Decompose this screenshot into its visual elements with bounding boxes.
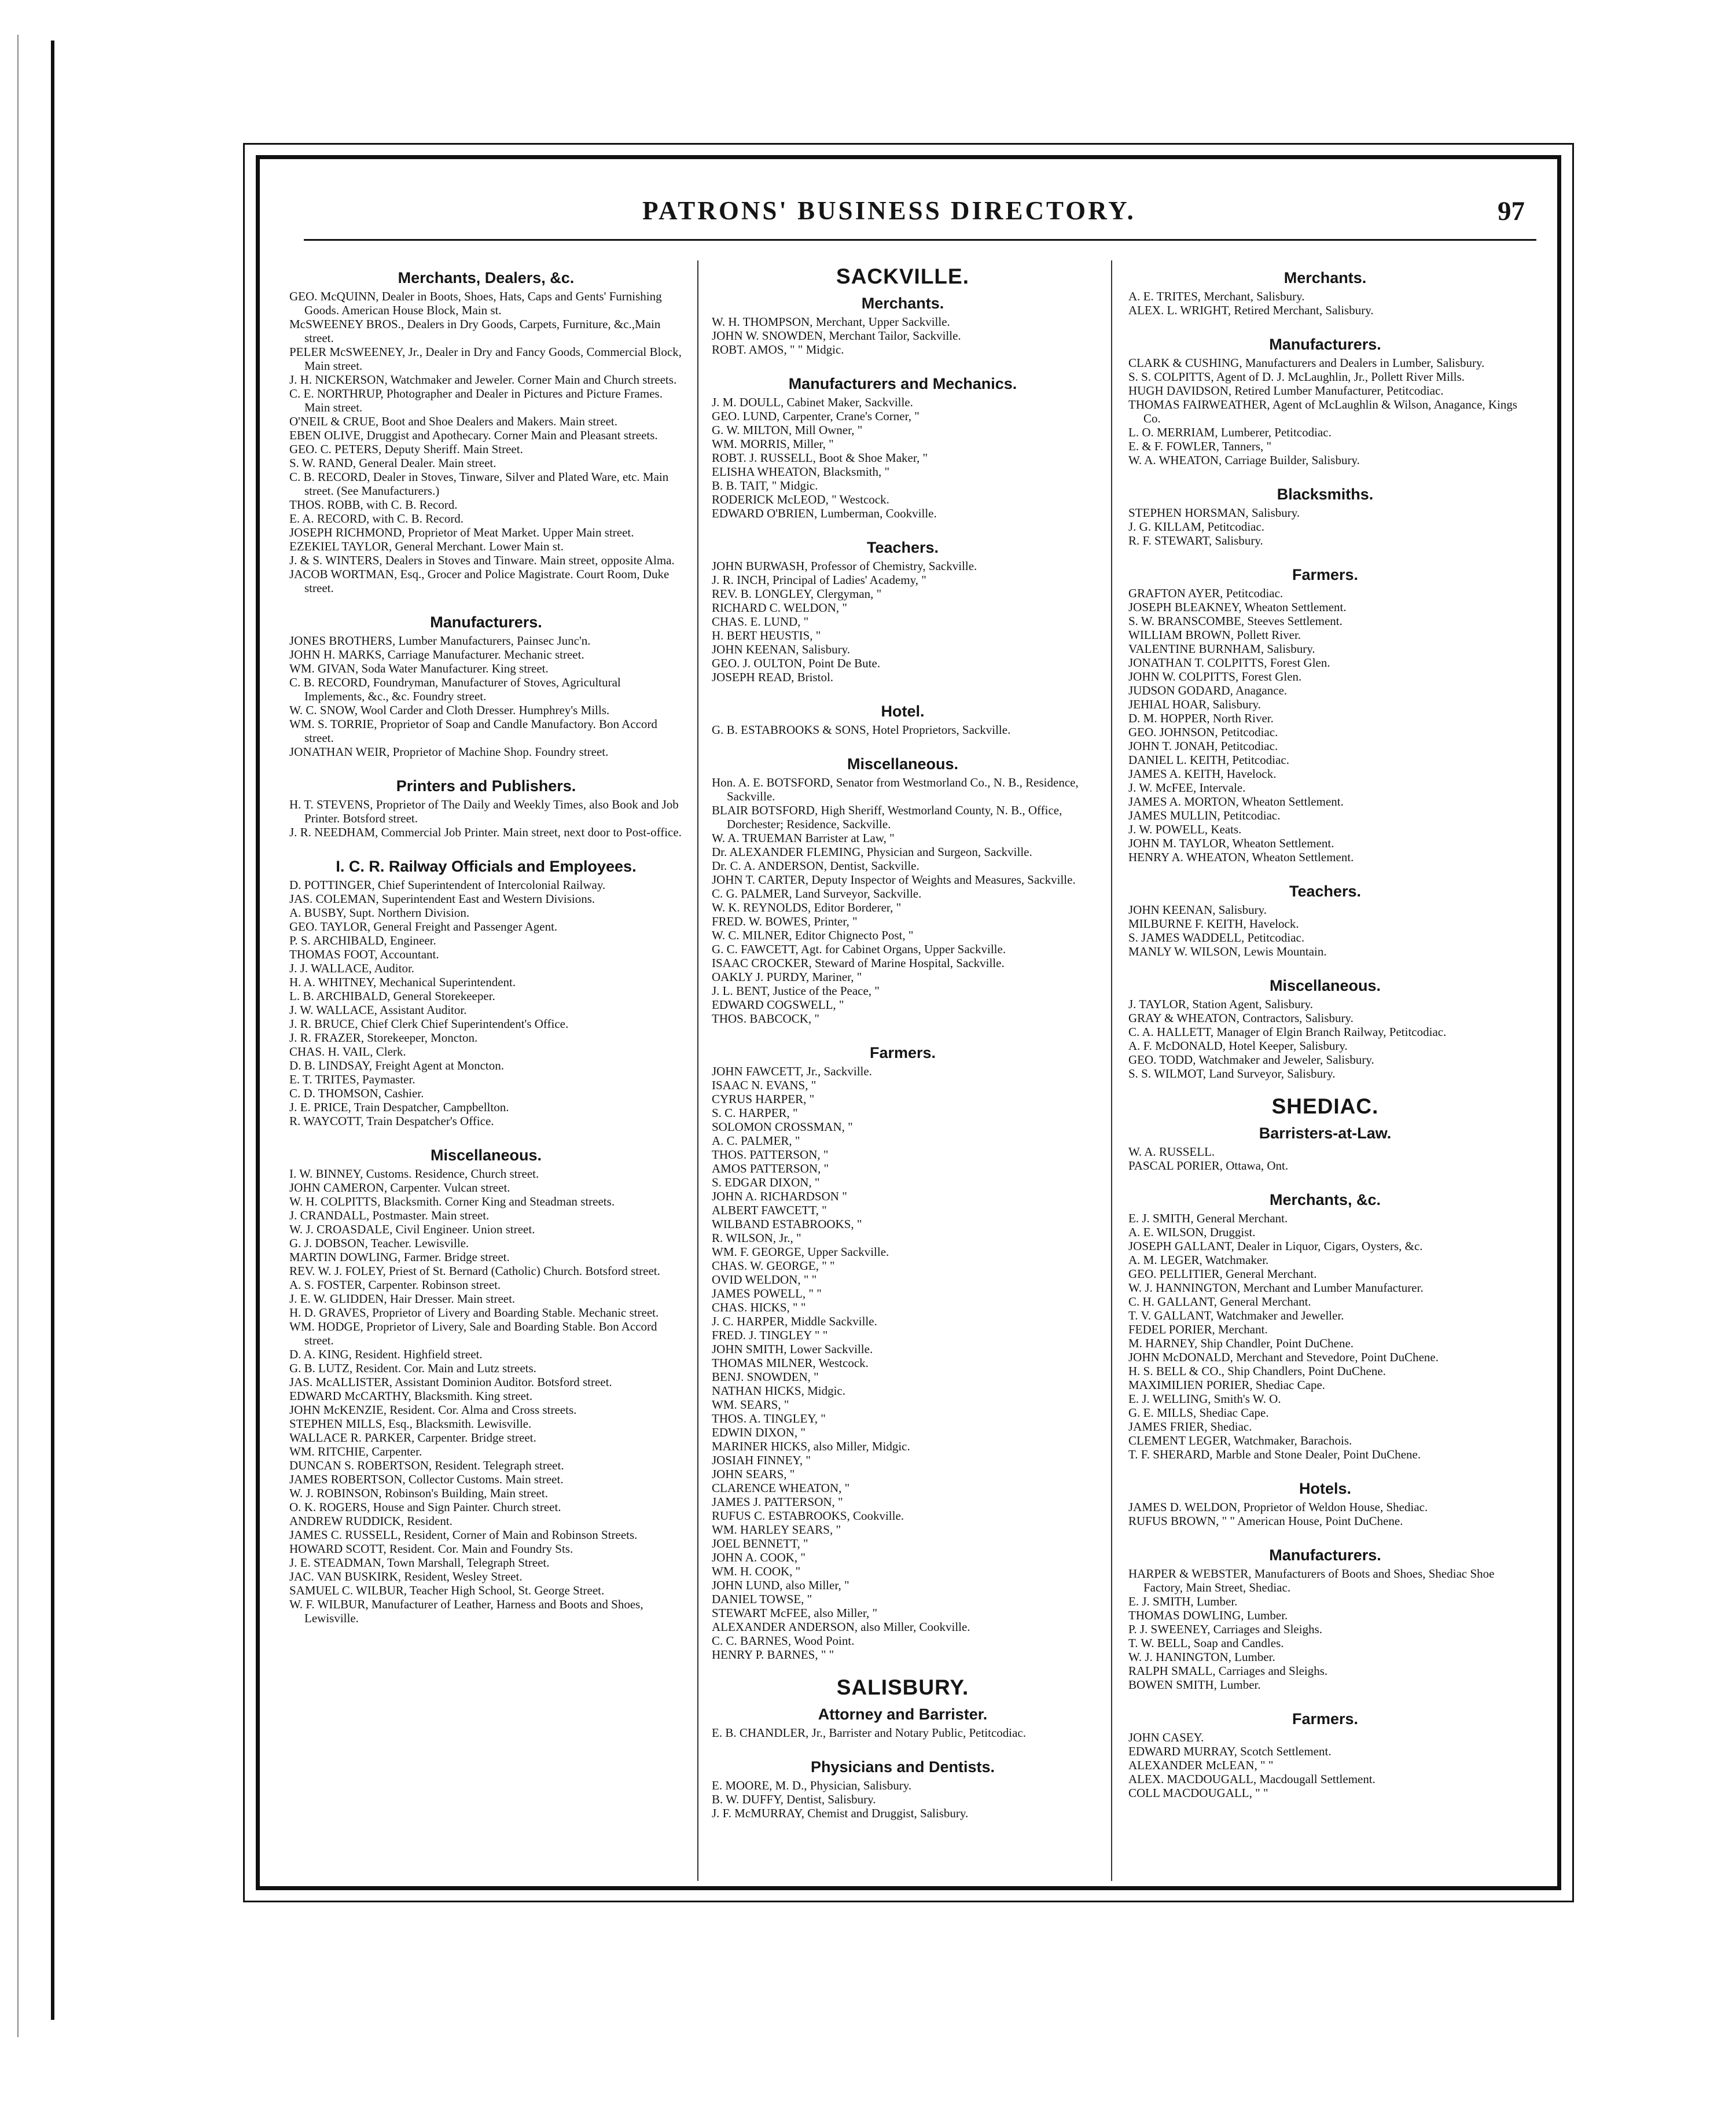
directory-entry: EZEKIEL TAYLOR, General Merchant. Lower Main st. xyxy=(289,539,564,553)
directory-entry: JOHN McKENZIE, Resident. Cor. Alma and Cross streets. xyxy=(289,1403,577,1417)
directory-entry: G. W. MILTON, Mill Owner, " xyxy=(712,423,863,437)
directory-entry: J. R. INCH, Principal of Ladies' Academy, " xyxy=(712,573,926,587)
directory-entry: HENRY P. BARNES, " " xyxy=(712,1648,834,1662)
directory-entry: J. W. McFEE, Intervale. xyxy=(1128,781,1246,795)
directory-entry: STEPHEN HORSMAN, Salisbury. xyxy=(1128,506,1300,520)
directory-entry: E. B. CHANDLER, Jr., Barrister and Notary Public, Petitcodiac. xyxy=(712,1726,1026,1740)
directory-entry: WM. RITCHIE, Carpenter. xyxy=(289,1445,422,1458)
directory-entry: GEO. J. OULTON, Point De Bute. xyxy=(712,656,881,670)
section-spacer xyxy=(712,357,1094,369)
directory-entry: O'NEIL & CRUE, Boot and Shoe Dealers and Makers. Main street. xyxy=(289,414,617,428)
directory-entry: W. F. WILBUR, Manufacturer of Leather, Harness and Boots and Shoes, Lewisville. xyxy=(289,1597,643,1625)
directory-entry: S. W. RAND, General Dealer. Main street. xyxy=(289,456,496,470)
section-heading: Merchants. xyxy=(861,295,944,312)
directory-entry: B. B. TAIT, " Midgic. xyxy=(712,479,818,493)
section-heading: Blacksmiths. xyxy=(1277,486,1374,503)
directory-entry: C. A. HALLETT, Manager of Elgin Branch Railway, Petitcodiac. xyxy=(1128,1025,1447,1039)
directory-entry: CHAS. HICKS, " " xyxy=(712,1300,806,1314)
directory-entry: DUNCAN S. ROBERTSON, Resident. Telegraph street. xyxy=(289,1458,564,1472)
directory-entry: E. A. RECORD, with C. B. Record. xyxy=(289,512,464,526)
directory-entry: GEO. JOHNSON, Petitcodiac. xyxy=(1128,725,1278,739)
directory-entry: J. E. W. GLIDDEN, Hair Dresser. Main street. xyxy=(289,1292,516,1306)
directory-entry: C. H. GALLANT, General Merchant. xyxy=(1128,1295,1311,1309)
directory-entry: JACOB WORTMAN, Esq., Grocer and Police Magistrate. Court Room, Duke street. xyxy=(289,567,670,595)
directory-entry: RUFUS C. ESTABROOKS, Cookville. xyxy=(712,1509,904,1523)
section-heading: Merchants, &c. xyxy=(1269,1191,1381,1208)
section-spacer xyxy=(1128,1081,1522,1093)
directory-entry: JAMES C. RUSSELL, Resident, Corner of Main and Robinson Streets. xyxy=(289,1528,638,1542)
directory-entry: CHAS. H. VAIL, Clerk. xyxy=(289,1045,406,1059)
directory-entry: J. F. McMURRAY, Chemist and Druggist, Salisbury. xyxy=(712,1806,969,1820)
section-spacer xyxy=(1128,1461,1522,1474)
directory-entry: WM. H. COOK, " xyxy=(712,1564,801,1578)
directory-entry: DANIEL L. KEITH, Petitcodiac. xyxy=(1128,753,1289,767)
section-heading: Miscellaneous. xyxy=(847,755,959,773)
directory-entry: J. R. FRAZER, Storekeeper, Moncton. xyxy=(289,1031,478,1045)
section-spacer xyxy=(712,1740,1094,1752)
directory-entry: ANDREW RUDDICK, Resident. xyxy=(289,1514,453,1528)
directory-entry: P. S. ARCHIBALD, Engineer. xyxy=(289,934,436,947)
directory-entry: J. E. STEADMAN, Town Marshall, Telegraph Street. xyxy=(289,1556,550,1570)
directory-entry: EDWARD COGSWELL, " xyxy=(712,998,844,1012)
directory-entry: EDWIN DIXON, " xyxy=(712,1425,806,1439)
directory-entry: W. J. ROBINSON, Robinson's Building, Main street. xyxy=(289,1486,548,1500)
directory-entry: ISAAC N. EVANS, " xyxy=(712,1078,816,1092)
directory-entry: D. A. KING, Resident. Highfield street. xyxy=(289,1347,483,1361)
directory-entry: B. W. DUFFY, Dentist, Salisbury. xyxy=(712,1792,876,1806)
directory-entry: THOMAS FAIRWEATHER, Agent of McLaughlin & Wilson, Anagance, Kings Co. xyxy=(1128,398,1518,425)
directory-entry: A. E. WILSON, Druggist. xyxy=(1128,1225,1256,1239)
directory-entry: A. BUSBY, Supt. Northern Division. xyxy=(289,906,470,920)
directory-entry: W. A. RUSSELL. xyxy=(1128,1145,1215,1159)
directory-entry: GEO. PELLITIER, General Merchant. xyxy=(1128,1267,1317,1281)
directory-entry: E. J. SMITH, General Merchant. xyxy=(1128,1211,1288,1225)
section-spacer xyxy=(1128,467,1522,480)
directory-entry: JOHN FAWCETT, Jr., Sackville. xyxy=(712,1064,872,1078)
directory-entry: C. B. RECORD, Foundryman, Manufacturer of Stoves, Agricultural Implements, &c., &c. Foundry street. xyxy=(289,675,621,703)
section-heading: Barristers-at-Law. xyxy=(1259,1125,1392,1142)
directory-entry: A. E. TRITES, Merchant, Salisbury. xyxy=(1128,289,1305,303)
directory-entry: S. S. COLPITTS, Agent of D. J. McLaughlin, Jr., Pollett River Mills. xyxy=(1128,370,1465,384)
directory-entry: MANLY W. WILSON, Lewis Mountain. xyxy=(1128,945,1327,958)
section-heading: Manufacturers. xyxy=(1269,336,1381,353)
directory-entry: J. C. HARPER, Middle Sackville. xyxy=(712,1314,877,1328)
section-heading: Attorney and Barrister. xyxy=(818,1706,988,1723)
section-heading: Manufacturers. xyxy=(1269,1546,1381,1564)
directory-entry: FEDEL PORIER, Merchant. xyxy=(1128,1322,1268,1336)
directory-entry: D. M. HOPPER, North River. xyxy=(1128,711,1274,725)
directory-entry: H. BERT HEUSTIS, " xyxy=(712,629,821,642)
directory-entry: ISAAC CROCKER, Steward of Marine Hospital, Sackville. xyxy=(712,956,1005,970)
directory-entry: WM. HODGE, Proprietor of Livery, Sale and Boarding Stable. Bon Accord street. xyxy=(289,1320,657,1347)
directory-entry: JOSEPH BLEAKNEY, Wheaton Settlement. xyxy=(1128,600,1347,614)
directory-entry: GRAY & WHEATON, Contractors, Salisbury. xyxy=(1128,1011,1354,1025)
directory-entry: S. W. BRANSCOMBE, Steeves Settlement. xyxy=(1128,614,1343,628)
directory-entry: J. R. NEEDHAM, Commercial Job Printer. Main street, next door to Post-office. xyxy=(289,825,682,839)
section-heading: Physicians and Dentists. xyxy=(810,1758,995,1776)
section-spacer xyxy=(289,1128,683,1141)
section-spacer xyxy=(289,839,683,852)
directory-entry: P. J. SWEENEY, Carriages and Sleighs. xyxy=(1128,1622,1323,1636)
directory-entry: JOSEPH GALLANT, Dealer in Liquor, Cigars, Oysters, &c. xyxy=(1128,1239,1423,1253)
directory-entry: W. J. HANNINGTON, Merchant and Lumber Manufacturer. xyxy=(1128,1281,1424,1295)
directory-entry: J. J. WALLACE, Auditor. xyxy=(289,961,415,975)
directory-entry: ALEX. MACDOUGALL, Macdougall Settlement. xyxy=(1128,1772,1375,1786)
header-rule xyxy=(304,239,1536,241)
section-spacer xyxy=(289,595,683,608)
directory-entry: BLAIR BOTSFORD, High Sheriff, Westmorland County, N. B., Office, Dorchester; Residence, Sackville. xyxy=(712,803,1062,831)
directory-entry: G. B. LUTZ, Resident. Cor. Main and Lutz streets. xyxy=(289,1361,536,1375)
directory-entry: THOS. BABCOCK, " xyxy=(712,1012,819,1026)
section-spacer xyxy=(289,1625,683,1638)
directory-entry: E. MOORE, M. D., Physician, Salisbury. xyxy=(712,1778,912,1792)
directory-entry: A. M. LEGER, Watchmaker. xyxy=(1128,1253,1269,1267)
directory-entry: THOS. A. TINGLEY, " xyxy=(712,1412,826,1425)
directory-entry: JOHN A. COOK, " xyxy=(712,1550,806,1564)
section-heading: Hotel. xyxy=(881,703,925,720)
directory-entry: E. J. SMITH, Lumber. xyxy=(1128,1594,1238,1608)
directory-entry: JAMES ROBERTSON, Collector Customs. Main street. xyxy=(289,1472,564,1486)
directory-entry: HUGH DAVIDSON, Retired Lumber Manufacturer, Petitcodiac. xyxy=(1128,384,1444,398)
place-heading: SHEDIAC. xyxy=(1271,1094,1379,1118)
directory-entry: JOHN H. MARKS, Carriage Manufacturer. Mechanic street. xyxy=(289,648,584,662)
directory-entry: Dr. C. A. ANDERSON, Dentist, Sackville. xyxy=(712,859,920,873)
directory-entry: JOSEPH RICHMOND, Proprietor of Meat Market. Upper Main street. xyxy=(289,526,634,539)
directory-entry: VALENTINE BURNHAM, Salisbury. xyxy=(1128,642,1315,656)
directory-entry: JAC. VAN BUSKIRK, Resident, Wesley Street. xyxy=(289,1570,523,1583)
directory-entry: W. H. THOMPSON, Merchant, Upper Sackville. xyxy=(712,315,950,329)
directory-entry: R. WAYCOTT, Train Despatcher's Office. xyxy=(289,1114,494,1128)
directory-entry: JOSEPH READ, Bristol. xyxy=(712,670,834,684)
directory-entry: C. C. BARNES, Wood Point. xyxy=(712,1634,855,1648)
directory-entry: J. M. DOULL, Cabinet Maker, Sackville. xyxy=(712,395,913,409)
page-number: 97 xyxy=(1498,196,1525,226)
directory-entry: CLEMENT LEGER, Watchmaker, Barachois. xyxy=(1128,1434,1352,1447)
directory-entry: J. H. NICKERSON, Watchmaker and Jeweler. Corner Main and Church streets. xyxy=(289,373,677,387)
directory-entry: J. & S. WINTERS, Dealers in Stoves and Tinware. Main street, opposite Alma. xyxy=(289,553,675,567)
directory-entry: GEO. TODD, Watchmaker and Jeweler, Salisbury. xyxy=(1128,1053,1374,1067)
directory-entry: THOS. PATTERSON, " xyxy=(712,1148,829,1162)
directory-entry: DANIEL TOWSE, " xyxy=(712,1592,812,1606)
directory-entry: MARTIN DOWLING, Farmer. Bridge street. xyxy=(289,1250,510,1264)
directory-entry: J. L. BENT, Justice of the Peace, " xyxy=(712,984,880,998)
directory-entry: SAMUEL C. WILBUR, Teacher High School, St. George Street. xyxy=(289,1583,605,1597)
directory-entry: R. F. STEWART, Salisbury. xyxy=(1128,534,1263,547)
directory-entry: C. E. NORTHRUP, Photographer and Dealer in Pictures and Picture Frames. Main street. xyxy=(289,387,663,414)
directory-entry: G. B. ESTABROOKS & SONS, Hotel Proprietors, Sackville. xyxy=(712,723,1011,737)
directory-entry: JOHN KEENAN, Salisbury. xyxy=(1128,903,1267,917)
book-spine xyxy=(51,41,54,2020)
section-spacer xyxy=(712,520,1094,533)
directory-entry: ALEX. L. WRIGHT, Retired Merchant, Salisbury. xyxy=(1128,303,1374,317)
directory-entry: WM. MORRIS, Miller, " xyxy=(712,437,834,451)
directory-entry: JOEL BENNETT, " xyxy=(712,1537,808,1550)
directory-entry: W. J. HANINGTON, Lumber. xyxy=(1128,1650,1275,1664)
directory-entry: OAKLY J. PURDY, Mariner, " xyxy=(712,970,862,984)
directory-entry: JAMES J. PATTERSON, " xyxy=(712,1495,843,1509)
directory-entry: W. C. SNOW, Wool Carder and Cloth Dresser. Humphrey's Mills. xyxy=(289,703,610,717)
directory-entry: JAS. COLEMAN, Superintendent East and Western Divisions. xyxy=(289,892,595,906)
directory-entry: ELISHA WHEATON, Blacksmith, " xyxy=(712,465,890,479)
directory-entry: C. D. THOMSON, Cashier. xyxy=(289,1086,424,1100)
directory-entry: HARPER & WEBSTER, Manufacturers of Boots and Shoes, Shediac Shoe Factory, Main Street, Shediac. xyxy=(1128,1567,1495,1594)
directory-entry: WILBAND ESTABROOKS, " xyxy=(712,1217,862,1231)
directory-entry: WILLIAM BROWN, Pollett River. xyxy=(1128,628,1301,642)
section-spacer xyxy=(1128,1173,1522,1185)
directory-entry: EDWARD O'BRIEN, Lumberman, Cookville. xyxy=(712,506,937,520)
directory-column-3 xyxy=(1128,263,1522,1813)
directory-entry: BOWEN SMITH, Lumber. xyxy=(1128,1678,1261,1692)
directory-entry: Dr. ALEXANDER FLEMING, Physician and Surgeon, Sackville. xyxy=(712,845,1032,859)
directory-entry: HENRY A. WHEATON, Wheaton Settlement. xyxy=(1128,850,1354,864)
directory-entry: COLL MACDOUGALL, " " xyxy=(1128,1786,1268,1800)
directory-entry: JOHN CAMERON, Carpenter. Vulcan street. xyxy=(289,1181,510,1195)
directory-entry: JOHN BURWASH, Professor of Chemistry, Sackville. xyxy=(712,559,977,573)
directory-entry: EBEN OLIVE, Druggist and Apothecary. Corner Main and Pleasant streets. xyxy=(289,428,658,442)
directory-column-2 xyxy=(712,263,1094,1833)
section-spacer xyxy=(289,759,683,771)
directory-entry: JAMES D. WELDON, Proprietor of Weldon House, Shediac. xyxy=(1128,1500,1428,1514)
section-spacer xyxy=(712,1026,1094,1038)
directory-entry: JOHN T. JONAH, Petitcodiac. xyxy=(1128,739,1278,753)
directory-entry: J. G. KILLAM, Petitcodiac. xyxy=(1128,520,1265,534)
directory-entry: THOS. ROBB, with C. B. Record. xyxy=(289,498,458,512)
directory-entry: WM. F. GEORGE, Upper Sackville. xyxy=(712,1245,889,1259)
place-heading: SACKVILLE. xyxy=(836,264,969,288)
directory-entry: MILBURNE F. KEITH, Havelock. xyxy=(1128,917,1299,931)
directory-entry: H. A. WHITNEY, Mechanical Superintendent. xyxy=(289,975,516,989)
directory-entry: REV. B. LONGLEY, Clergyman, " xyxy=(712,587,882,601)
directory-entry: JEHIAL HOAR, Salisbury. xyxy=(1128,697,1261,711)
column-divider xyxy=(1111,260,1112,1881)
directory-entry: ALEXANDER McLEAN, " " xyxy=(1128,1758,1274,1772)
directory-entry: WM. SEARS, " xyxy=(712,1398,789,1412)
directory-entry: A. C. PALMER, " xyxy=(712,1134,800,1148)
directory-entry: J. TAYLOR, Station Agent, Salisbury. xyxy=(1128,997,1313,1011)
directory-entry: CHAS. W. GEORGE, " " xyxy=(712,1259,835,1273)
section-spacer xyxy=(712,737,1094,749)
directory-entry: J. W. WALLACE, Assistant Auditor. xyxy=(289,1003,467,1017)
directory-entry: T. V. GALLANT, Watchmaker and Jeweller. xyxy=(1128,1309,1344,1322)
directory-entry: JOHN A. RICHARDSON " xyxy=(712,1189,847,1203)
section-spacer xyxy=(1128,1800,1522,1813)
directory-entry: JOHN W. SNOWDEN, Merchant Tailor, Sackville. xyxy=(712,329,961,343)
directory-entry: ROBT. AMOS, " " Midgic. xyxy=(712,343,844,357)
directory-entry: ALBERT FAWCETT, " xyxy=(712,1203,827,1217)
directory-entry: G. C. FAWCETT, Agt. for Cabinet Organs, Upper Sackville. xyxy=(712,942,1006,956)
directory-entry: I. W. BINNEY, Customs. Residence, Church street. xyxy=(289,1167,539,1181)
directory-entry: Hon. A. E. BOTSFORD, Senator from Westmorland Co., N. B., Residence, Sackville. xyxy=(712,776,1079,803)
directory-entry: MARINER HICKS, also Miller, Midgic. xyxy=(712,1439,910,1453)
directory-entry: WM. GIVAN, Soda Water Manufacturer. King street. xyxy=(289,662,549,675)
directory-entry: JOHN McDONALD, Merchant and Stevedore, Point DuChene. xyxy=(1128,1350,1439,1364)
directory-entry: CLARK & CUSHING, Manufacturers and Dealers in Lumber, Salisbury. xyxy=(1128,356,1485,370)
directory-entry: THOMAS FOOT, Accountant. xyxy=(289,947,439,961)
directory-entry: S. JAMES WADDELL, Petitcodiac. xyxy=(1128,931,1305,945)
directory-entry: CLARENCE WHEATON, " xyxy=(712,1481,850,1495)
directory-entry: JAMES FRIER, Shediac. xyxy=(1128,1420,1252,1434)
section-spacer xyxy=(712,684,1094,697)
directory-entry: HOWARD SCOTT, Resident. Cor. Main and Foundry Sts. xyxy=(289,1542,573,1556)
section-heading: Merchants, Dealers, &c. xyxy=(398,269,575,286)
section-spacer xyxy=(1128,1528,1522,1541)
directory-entry: FRED. J. TINGLEY " " xyxy=(712,1328,828,1342)
directory-entry: J. R. BRUCE, Chief Clerk Chief Superintendent's Office. xyxy=(289,1017,569,1031)
directory-entry: AMOS PATTERSON, " xyxy=(712,1162,829,1175)
directory-entry: JOHN SMITH, Lower Sackville. xyxy=(712,1342,873,1356)
directory-entry: H. T. STEVENS, Proprietor of The Daily and Weekly Times, also Book and Job Printer. Botsford street. xyxy=(289,798,679,825)
directory-entry: T. F. SHERARD, Marble and Stone Dealer, Point DuChene. xyxy=(1128,1447,1421,1461)
directory-entry: SOLOMON CROSSMAN, " xyxy=(712,1120,853,1134)
directory-entry: EDWARD MURRAY, Scotch Settlement. xyxy=(1128,1744,1332,1758)
directory-entry: THOMAS MILNER, Westcock. xyxy=(712,1356,869,1370)
directory-entry: A. S. FOSTER, Carpenter. Robinson street. xyxy=(289,1278,501,1292)
directory-entry: JOHN CASEY. xyxy=(1128,1730,1204,1744)
section-spacer xyxy=(712,1662,1094,1674)
directory-entry: E. T. TRITES, Paymaster. xyxy=(289,1072,415,1086)
directory-entry: THOMAS DOWLING, Lumber. xyxy=(1128,1608,1288,1622)
directory-entry: NATHAN HICKS, Midgic. xyxy=(712,1384,845,1398)
directory-entry: JONATHAN T. COLPITTS, Forest Glen. xyxy=(1128,656,1330,670)
directory-entry: S. S. WILMOT, Land Surveyor, Salisbury. xyxy=(1128,1067,1336,1081)
directory-entry: JOHN M. TAYLOR, Wheaton Settlement. xyxy=(1128,836,1334,850)
directory-entry: ALEXANDER ANDERSON, also Miller, Cookville. xyxy=(712,1620,970,1634)
directory-entry: R. WILSON, Jr., " xyxy=(712,1231,801,1245)
directory-entry: G. J. DOBSON, Teacher. Lewisville. xyxy=(289,1236,469,1250)
section-heading: Manufacturers and Mechanics. xyxy=(788,375,1017,392)
directory-entry: H. D. GRAVES, Proprietor of Livery and Boarding Stable. Mechanic street. xyxy=(289,1306,659,1320)
directory-entry: J. E. PRICE, Train Despatcher, Campbellton. xyxy=(289,1100,509,1114)
column-divider xyxy=(697,260,698,1881)
page-title: PATRONS' BUSINESS DIRECTORY. xyxy=(642,196,1136,225)
directory-entry: WALLACE R. PARKER, Carpenter. Bridge street. xyxy=(289,1431,536,1445)
directory-entry: W. C. MILNER, Editor Chignecto Post, " xyxy=(712,928,914,942)
section-heading: Farmers. xyxy=(869,1044,936,1061)
directory-entry: W. K. REYNOLDS, Editor Borderer, " xyxy=(712,901,902,914)
directory-entry: C. G. PALMER, Land Surveyor, Sackville. xyxy=(712,887,922,901)
directory-entry: STEWART McFEE, also Miller, " xyxy=(712,1606,878,1620)
section-spacer xyxy=(712,1820,1094,1833)
directory-entry: J. W. POWELL, Keats. xyxy=(1128,822,1242,836)
section-heading: I. C. R. Railway Officials and Employees. xyxy=(336,858,637,875)
section-spacer xyxy=(1128,864,1522,877)
directory-entry: W. A. TRUEMAN Barrister at Law, " xyxy=(712,831,895,845)
directory-entry: T. W. BELL, Soap and Candles. xyxy=(1128,1636,1284,1650)
page-gutter-line xyxy=(17,35,19,2037)
section-heading: Miscellaneous. xyxy=(1269,977,1381,994)
directory-entry: E. J. WELLING, Smith's W. O. xyxy=(1128,1392,1281,1406)
directory-entry: W. H. COLPITTS, Blacksmith. Corner King and Steadman streets. xyxy=(289,1195,615,1208)
directory-entry: S. C. HARPER, " xyxy=(712,1106,798,1120)
directory-entry: EDWARD McCARTHY, Blacksmith. King street. xyxy=(289,1389,533,1403)
directory-entry: H. S. BELL & CO., Ship Chandlers, Point DuChene. xyxy=(1128,1364,1386,1378)
directory-entry: CYRUS HARPER, " xyxy=(712,1092,815,1106)
directory-entry: W. A. WHEATON, Carriage Builder, Salisbury. xyxy=(1128,453,1360,467)
directory-entry: BENJ. SNOWDEN, " xyxy=(712,1370,819,1384)
directory-entry: J. CRANDALL, Postmaster. Main street. xyxy=(289,1208,490,1222)
section-spacer xyxy=(1128,958,1522,971)
directory-entry: RALPH SMALL, Carriages and Sleighs. xyxy=(1128,1664,1328,1678)
section-heading: Teachers. xyxy=(1289,883,1362,900)
directory-entry: W. J. CROASDALE, Civil Engineer. Union street. xyxy=(289,1222,535,1236)
section-heading: Miscellaneous. xyxy=(430,1146,542,1164)
directory-entry: GEO. McQUINN, Dealer in Boots, Shoes, Hats, Caps and Gents' Furnishing Goods. American House Block, Main st. xyxy=(289,289,662,317)
directory-entry: GEO. C. PETERS, Deputy Sheriff. Main Street. xyxy=(289,442,523,456)
directory-entry: STEPHEN MILLS, Esq., Blacksmith. Lewisville. xyxy=(289,1417,532,1431)
directory-entry: FRED. W. BOWES, Printer, " xyxy=(712,914,858,928)
place-heading: SALISBURY. xyxy=(836,1675,969,1699)
directory-entry: L. O. MERRIAM, Lumberer, Petitcodiac. xyxy=(1128,425,1332,439)
directory-entry: MAXIMILIEN PORIER, Shediac Cape. xyxy=(1128,1378,1326,1392)
directory-entry: JAMES A. KEITH, Havelock. xyxy=(1128,767,1277,781)
directory-entry: L. B. ARCHIBALD, General Storekeeper. xyxy=(289,989,495,1003)
directory-entry: JOHN LUND, also Miller, " xyxy=(712,1578,849,1592)
directory-entry: C. B. RECORD, Dealer in Stoves, Tinware, Silver and Plated Ware, etc. Main street. (See Manufacturers.) xyxy=(289,470,669,498)
directory-entry: GEO. TAYLOR, General Freight and Passenger Agent. xyxy=(289,920,558,934)
directory-entry: JAS. McALLISTER, Assistant Dominion Auditor. Botsford street. xyxy=(289,1375,612,1389)
section-spacer xyxy=(1128,1692,1522,1704)
section-heading: Merchants. xyxy=(1283,269,1367,286)
directory-entry: M. HARNEY, Ship Chandler, Point DuChene. xyxy=(1128,1336,1354,1350)
directory-entry: JUDSON GODARD, Anagance. xyxy=(1128,683,1288,697)
directory-entry: WM. S. TORRIE, Proprietor of Soap and Candle Manufactory. Bon Accord street. xyxy=(289,717,657,745)
directory-entry: D. POTTINGER, Chief Superintendent of Intercolonial Railway. xyxy=(289,878,606,892)
directory-entry: JAMES POWELL, " " xyxy=(712,1287,822,1300)
directory-entry: PASCAL PORIER, Ottawa, Ont. xyxy=(1128,1159,1289,1173)
section-heading: Farmers. xyxy=(1292,566,1359,583)
directory-entry: G. E. MILLS, Shediac Cape. xyxy=(1128,1406,1269,1420)
directory-entry: JOHN KEENAN, Salisbury. xyxy=(712,642,850,656)
directory-entry: D. B. LINDSAY, Freight Agent at Moncton. xyxy=(289,1059,505,1072)
directory-entry: GRAFTON AYER, Petitcodiac. xyxy=(1128,586,1283,600)
directory-entry: E. & F. FOWLER, Tanners, " xyxy=(1128,439,1272,453)
directory-entry: JONATHAN WEIR, Proprietor of Machine Shop. Foundry street. xyxy=(289,745,609,759)
section-heading: Printers and Publishers. xyxy=(396,777,576,795)
directory-column-1 xyxy=(289,263,683,1638)
directory-entry: JOSIAH FINNEY, " xyxy=(712,1453,811,1467)
directory-entry: OVID WELDON, " " xyxy=(712,1273,817,1287)
directory-entry: JOHN W. COLPITTS, Forest Glen. xyxy=(1128,670,1302,683)
directory-entry: S. EDGAR DIXON, " xyxy=(712,1175,820,1189)
section-spacer xyxy=(1128,317,1522,330)
directory-entry: JOHN T. CARTER, Deputy Inspector of Weights and Measures, Sackville. xyxy=(712,873,1076,887)
directory-entry: ROBT. J. RUSSELL, Boot & Shoe Maker, " xyxy=(712,451,928,465)
section-spacer xyxy=(1128,547,1522,560)
directory-entry: GEO. LUND, Carpenter, Crane's Corner, " xyxy=(712,409,920,423)
directory-entry: RUFUS BROWN, " " American House, Point DuChene. xyxy=(1128,1514,1403,1528)
directory-entry: REV. W. J. FOLEY, Priest of St. Bernard (Catholic) Church. Botsford street. xyxy=(289,1264,660,1278)
directory-entry: JAMES MULLIN, Petitcodiac. xyxy=(1128,809,1281,822)
directory-entry: RODERICK McLEOD, " Westcock. xyxy=(712,493,889,506)
directory-entry: McSWEENEY BROS., Dealers in Dry Goods, Carpets, Furniture, &c.,Main street. xyxy=(289,317,661,345)
section-heading: Hotels. xyxy=(1299,1480,1352,1497)
directory-entry: RICHARD C. WELDON, " xyxy=(712,601,847,615)
section-heading: Teachers. xyxy=(866,539,939,556)
directory-entry: A. F. McDONALD, Hotel Keeper, Salisbury. xyxy=(1128,1039,1348,1053)
directory-entry: JOHN SEARS, " xyxy=(712,1467,795,1481)
directory-entry: O. K. ROGERS, House and Sign Painter. Church street. xyxy=(289,1500,561,1514)
section-heading: Manufacturers. xyxy=(430,613,542,631)
directory-entry: WM. HARLEY SEARS, " xyxy=(712,1523,841,1537)
directory-entry: PELER McSWEENEY, Jr., Dealer in Dry and Fancy Goods, Commercial Block, Main street. xyxy=(289,345,682,373)
directory-entry: JONES BROTHERS, Lumber Manufacturers, Painsec Junc'n. xyxy=(289,634,591,648)
section-heading: Farmers. xyxy=(1292,1710,1359,1728)
directory-entry: CHAS. E. LUND, " xyxy=(712,615,809,629)
directory-entry: JAMES A. MORTON, Wheaton Settlement. xyxy=(1128,795,1344,809)
